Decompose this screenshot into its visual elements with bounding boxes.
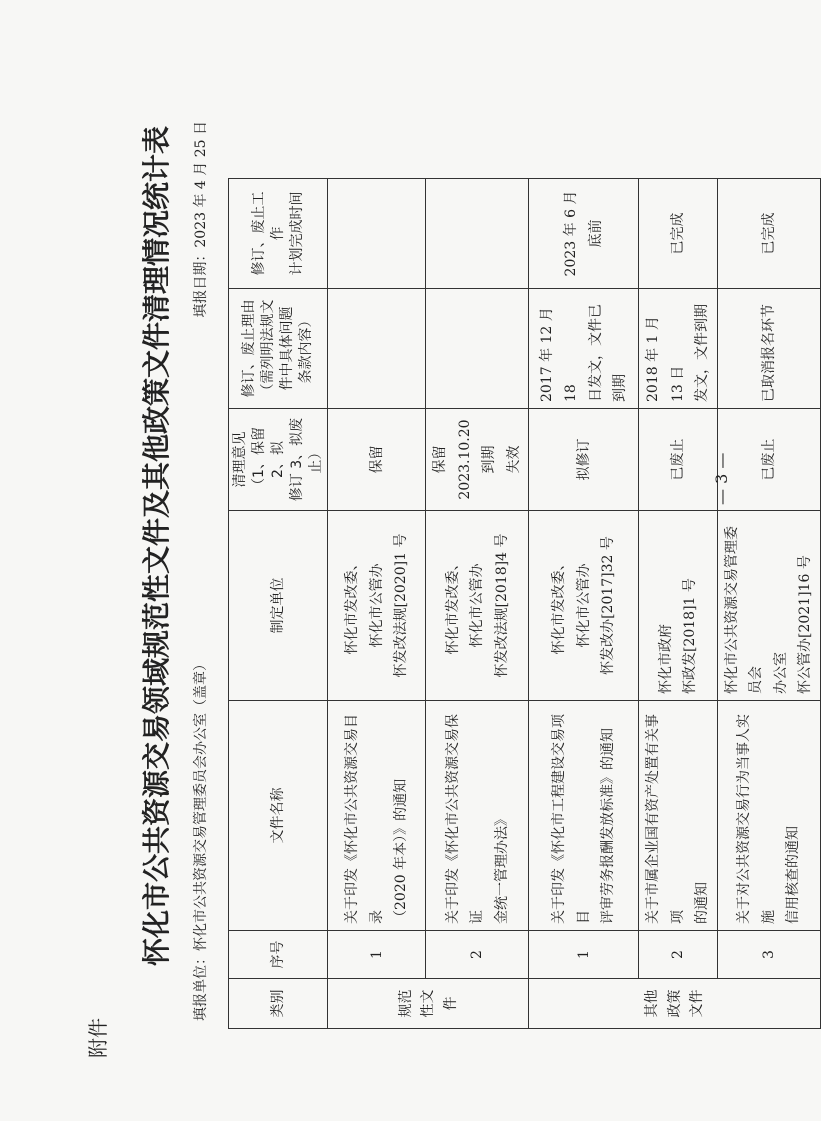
issuer-cell: 怀化市发改委、 怀化市公管办 怀发改法规[2020]1 号 (328, 511, 426, 701)
table-row (639, 179, 718, 1029)
table-header-row (229, 179, 328, 1029)
deadline-cell (426, 179, 529, 289)
reason-cell (328, 289, 426, 409)
row-index: 1 (328, 931, 426, 979)
issuer-cell: 怀化市公共资源交易管理委员会 办公室 怀公管办[2021]16 号 (717, 511, 820, 701)
category-other-policy: 其他 政策 文件 (529, 979, 821, 1029)
row-index: 2 (426, 931, 529, 979)
file-name-cell: 关于对公共资源交易行为当事人实施 信用核查的通知 (717, 701, 820, 931)
report-meta (190, 121, 212, 1021)
opinion-cell: 已废止 (717, 409, 820, 511)
table-row (426, 179, 529, 1029)
reason-cell: 2018 年 1 月 13 日 发文，文件到期 (639, 289, 718, 409)
table-row (328, 179, 426, 1029)
category-normative: 规范 性文 件 (328, 979, 529, 1029)
row-index: 1 (529, 931, 639, 979)
header-reason: 修订、废止理由 （需列明法规文 件中具体问题 条款内容） (229, 289, 328, 409)
opinion-cell: 保留 2023.10.20 到期 失效 (426, 409, 529, 511)
table-row (717, 179, 820, 1029)
reporting-date (190, 121, 210, 318)
header-category: 类别 (229, 979, 328, 1029)
reason-cell (426, 289, 529, 409)
opinion-cell: 拟修订 (529, 409, 639, 511)
header-issuer: 制定单位 (229, 511, 328, 701)
reporting-unit-label: 填报单位： (193, 951, 209, 1021)
row-index: 2 (639, 931, 718, 979)
header-file-name: 文件名称 (229, 701, 328, 931)
reporting-unit (190, 657, 210, 1021)
issuer-cell: 怀化市发改委、 怀化市公管办 怀发改办[2017]32 号 (529, 511, 639, 701)
header-index: 序号 (229, 931, 328, 979)
row-index: 3 (717, 931, 820, 979)
deadline-cell: 2023 年 6 月底前 (529, 179, 639, 289)
table-row (529, 179, 639, 1029)
header-opinion: 清理意见 （1、保留 2、拟 修订 3、拟废止） (229, 409, 328, 511)
reporting-date-label: 填报日期： (193, 247, 209, 318)
deadline-cell: 已完成 (717, 179, 820, 289)
page-number: — 3 — (712, 452, 731, 505)
issuer-cell: 怀化市政府 怀政发[2018]1 号 (639, 511, 718, 701)
reporting-date-value: 2023 年 4 月 25 日 (193, 121, 209, 248)
attachment-label: 附件 (86, 1018, 110, 1058)
file-name-cell: 关于印发《怀化市公共资源交易保证 金统一管理办法》 (426, 701, 529, 931)
header-deadline: 修订、废止工作 计划完成时间 (229, 179, 328, 289)
reason-cell: 已取消报名环节 (717, 289, 820, 409)
deadline-cell (328, 179, 426, 289)
reporting-unit-value: 怀化市公共资源交易管理委员会办公室（盖章） (193, 657, 209, 951)
opinion-cell: 保留 (328, 409, 426, 511)
file-name-cell: 关于印发《怀化市公共资源交易目录 （2020 年本）》的通知 (328, 701, 426, 931)
issuer-cell: 怀化市发改委、 怀化市公管办 怀发改法规[2018]4 号 (426, 511, 529, 701)
file-name-cell: 关于印发《怀化市工程建设交易项目 评审劳务报酬发放标准》的通知 (529, 701, 639, 931)
file-name-cell: 关于市属企业国有资产处置有关事项 的通知 (639, 701, 718, 931)
cleanup-stats-table (228, 178, 821, 1029)
deadline-cell: 已完成 (639, 179, 718, 289)
reason-cell: 2017 年 12 月 18 日发文，文件已 到期 (529, 289, 639, 409)
page-title: 怀化市公共资源交易领域规范性文件及其他政策文件清理情况统计表 (140, 125, 173, 966)
opinion-cell: 已废止 (639, 409, 718, 511)
